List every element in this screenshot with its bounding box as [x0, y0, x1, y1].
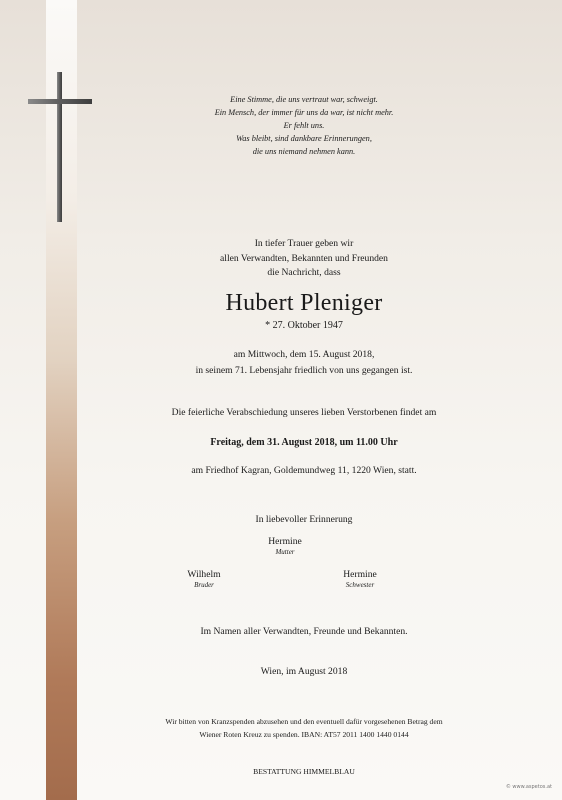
ceremony-intro: Die feierliche Verabschiedung unseres lieben Verstorbenen findet am — [171, 407, 437, 418]
donation-line: Wiener Roten Kreuz zu spenden. IBAN: AT57 2011 1400 1440 0144 — [199, 729, 409, 739]
mourner — [144, 569, 264, 589]
funeral-home: BESTATTUNG HIMMELBLAU — [253, 767, 355, 776]
death-line: am Mittwoch, dem 15. August 2018, — [233, 349, 375, 360]
mourner — [225, 536, 345, 556]
poem — [94, 93, 514, 158]
mourner-relation: Schwester — [345, 581, 375, 589]
donation-note — [94, 716, 514, 741]
mourner-relation: Bruder — [194, 581, 214, 589]
donation-line: Wir bitten von Kranzspenden abzusehen und den eventuell dafür vorgesehenen Betrag dem — [165, 717, 443, 726]
ceremony-location: am Friedhof Kagran, Goldemundweg 11, 1220 Wien, statt. — [191, 465, 417, 476]
mourner — [300, 569, 420, 589]
deceased-name: Hubert Pleniger — [225, 290, 383, 316]
place-date: Wien, im August 2018 — [260, 666, 348, 677]
mourner-name: Hermine — [268, 536, 302, 547]
intro-line: allen Verwandten, Bekannten und Freunden — [220, 252, 388, 264]
poem-line: Er fehlt uns. — [283, 121, 325, 130]
poem-line: die uns niemand nehmen kann. — [252, 147, 356, 156]
poem-line: Was bleibt, sind dankbare Erinnerungen, — [236, 134, 372, 143]
intro-line: In tiefer Trauer geben wir — [254, 238, 354, 249]
family-note: Im Namen aller Verwandten, Freunde und Bekannten. — [200, 626, 408, 637]
announcement-intro — [94, 237, 514, 281]
mourner-name: Hermine — [343, 569, 377, 580]
ceremony-date: Freitag, dem 31. August 2018, um 11.00 Uhr — [210, 437, 398, 448]
intro-line: die Nachricht, dass — [267, 267, 341, 278]
death-line: in seinem 71. Lebensjahr friedlich von uns gegangen ist. — [195, 365, 413, 376]
cross-icon — [28, 72, 92, 222]
credit: © www.aspetos.at — [505, 784, 552, 790]
death-notice — [94, 347, 514, 379]
mourner-relation: Mutter — [275, 548, 295, 556]
poem-line: Eine Stimme, die uns vertraut war, schweigt. — [230, 95, 378, 104]
birth-date: * 27. Oktober 1947 — [265, 320, 343, 331]
memory-heading: In liebevoller Erinnerung — [255, 514, 353, 525]
mourner-name: Wilhelm — [187, 569, 221, 580]
poem-line: Ein Mensch, der immer für uns da war, ist nicht mehr. — [214, 108, 394, 117]
